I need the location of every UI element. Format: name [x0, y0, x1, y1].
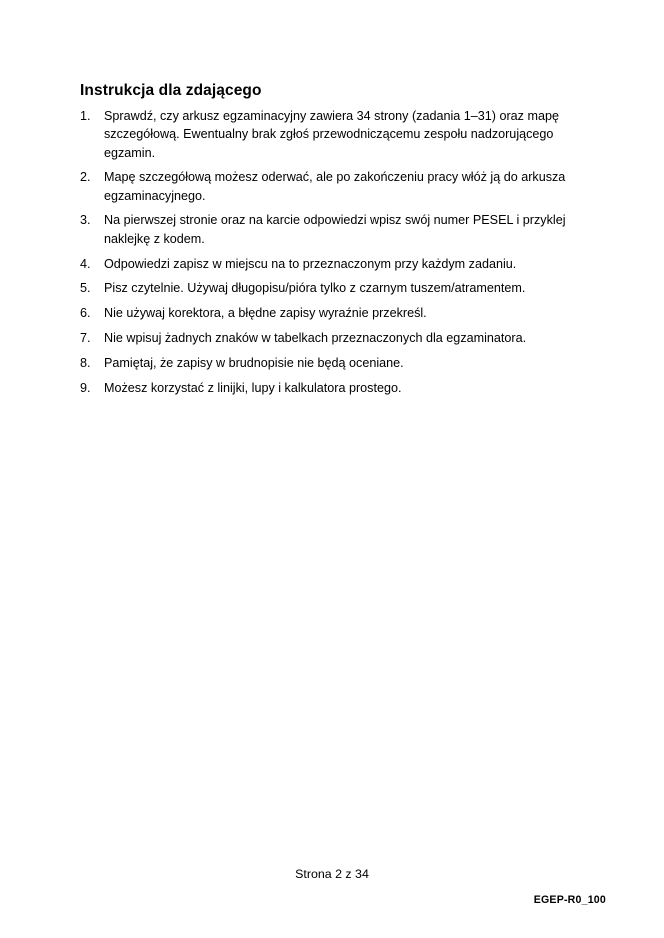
list-item-text: Możesz korzystać z linijki, lupy i kalkulatora prostego. — [104, 380, 402, 395]
list-item-number: 9. — [80, 380, 91, 395]
list-item-text: Sprawdź, czy arkusz egzaminacyjny zawiera 34 strony (zadania 1–31) oraz mapę szczegółową. Ewentualny brak zgłoś przewodniczącemu zespołu nadzorującego egzamin. — [104, 109, 559, 160]
list-item — [80, 255, 572, 273]
list-item — [80, 304, 572, 322]
list-item-text: Na pierwszej stronie oraz na karcie odpowiedzi wpisz swój numer PESEL i przyklej naklejkę z kodem. — [104, 213, 566, 246]
list-item — [80, 168, 572, 205]
list-item-number: 7. — [80, 330, 91, 345]
list-item — [80, 211, 572, 248]
page-footer — [0, 848, 664, 938]
list-item — [80, 329, 572, 347]
list-item-text: Nie wpisuj żadnych znaków w tabelkach przeznaczonych dla egzaminatora. — [104, 330, 527, 345]
instruction-list — [80, 107, 572, 403]
list-item-text: Pamiętaj, że zapisy w brudnopisie nie będą oceniane. — [104, 355, 404, 370]
list-item-number: 8. — [80, 355, 91, 370]
list-item — [80, 279, 572, 297]
list-item-number: 6. — [80, 306, 91, 321]
page-title: Instrukcja dla zdającego — [80, 82, 262, 100]
list-item — [80, 354, 572, 372]
list-item-text: Mapę szczegółową możesz oderwać, ale po zakończeniu pracy włóż ją do arkusza egzaminacyjnego. — [104, 170, 566, 203]
list-item-text: Nie używaj korektora, a błędne zapisy wyraźnie przekreśl. — [104, 306, 427, 321]
document-code: EGEP-R0_100 — [533, 894, 606, 906]
list-item-number: 1. — [80, 109, 91, 123]
page-number: Strona 2 z 34 — [295, 867, 369, 881]
list-item-number: 2. — [80, 170, 91, 185]
list-item — [80, 107, 572, 162]
list-item-number: 3. — [80, 213, 91, 228]
list-item — [80, 379, 572, 397]
list-item-text: Pisz czytelnie. Używaj długopisu/pióra tylko z czarnym tuszem/atramentem. — [104, 281, 526, 296]
list-item-text: Odpowiedzi zapisz w miejscu na to przeznaczonym przy każdym zadaniu. — [104, 256, 517, 271]
list-item-number: 4. — [80, 256, 91, 271]
list-item-number: 5. — [80, 281, 91, 296]
